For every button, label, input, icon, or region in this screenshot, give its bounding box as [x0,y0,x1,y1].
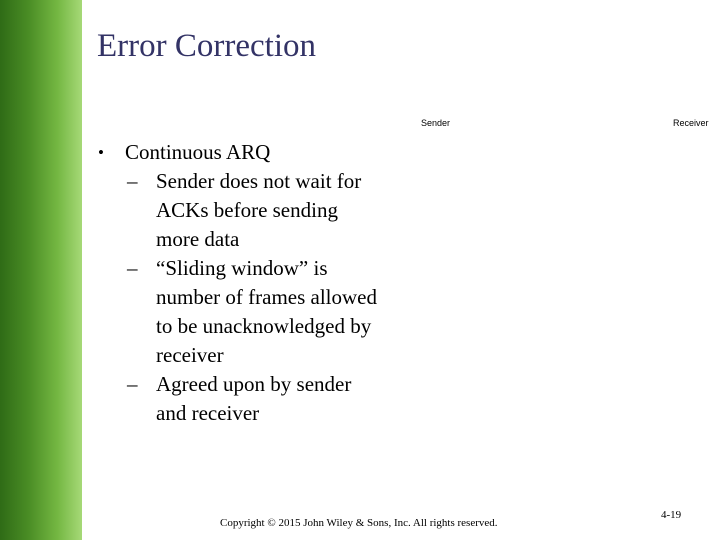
bullet-text: Continuous ARQ [125,140,271,164]
sub-item-line: and receiver [156,401,260,425]
bullet-list [98,138,428,428]
sender-label: Sender [421,118,451,128]
sub-item-line: to be unacknowledged by [156,314,372,338]
sub-item-line: number of frames allowed [156,285,378,309]
dash-marker: – [127,256,138,280]
page-number: 4-19 [661,509,682,521]
left-decorative-band [0,0,82,540]
sub-item-line: ACKs before sending [156,198,338,222]
bullet-item-continuous-arq [98,138,428,167]
bullet-marker: • [98,143,104,162]
sub-item-line: Sender does not wait for [156,169,362,193]
sub-item-line: “Sliding window” is [156,256,328,280]
receiver-label: Receiver [673,118,709,128]
dash-marker: – [127,169,138,193]
sub-item-agreement [98,370,428,428]
sub-item-line: Agreed upon by sender [156,372,352,396]
sub-item-line: more data [156,227,240,251]
sub-item-sender-behavior [98,167,428,254]
dash-marker: – [127,372,138,396]
sub-item-sliding-window [98,254,428,370]
footer-copyright: Copyright © 2015 John Wiley & Sons, Inc. All rights reserved. [220,517,498,529]
slide-title: Error Correction [97,28,316,64]
sub-item-line: receiver [156,343,224,367]
